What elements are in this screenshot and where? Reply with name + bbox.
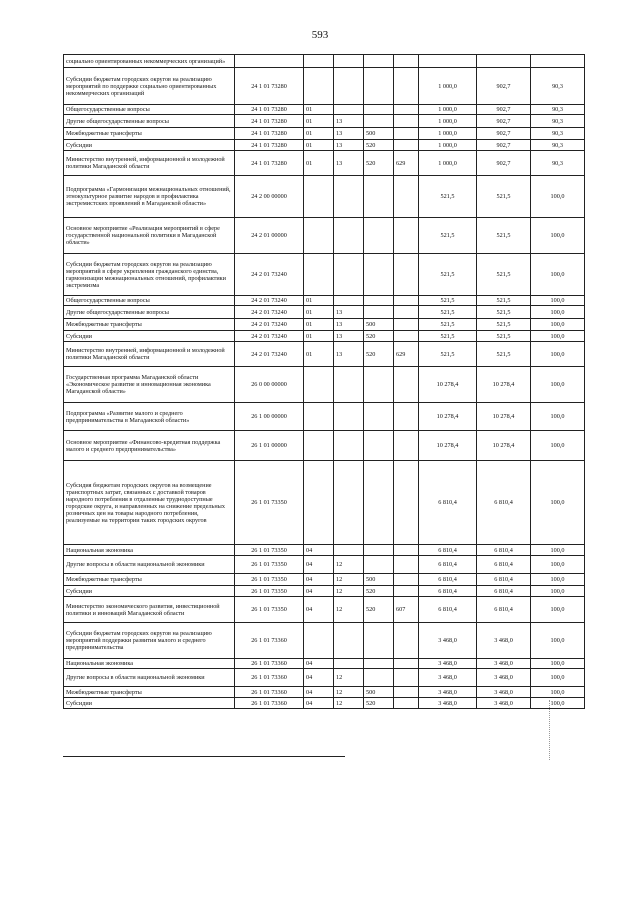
target-code: 26 1 01 73350 <box>235 556 304 574</box>
table-row <box>64 623 585 659</box>
execution-percent: 100,0 <box>531 687 585 698</box>
administrator-code <box>394 115 419 128</box>
target-code: 26 1 01 00000 <box>235 431 304 461</box>
item-name: Основное мероприятие «Реализация мероприятий в сфере государственной национальной политики в Магаданской области» <box>64 218 235 254</box>
section-code <box>304 55 334 68</box>
expense-type-code <box>364 403 394 431</box>
administrator-code <box>394 254 419 296</box>
target-code: 26 1 01 73350 <box>235 574 304 586</box>
table-row <box>64 545 585 556</box>
execution-percent: 100,0 <box>531 342 585 367</box>
planned-amount: 1 000,0 <box>419 140 477 151</box>
execution-percent: 100,0 <box>531 586 585 597</box>
actual-amount: 6 810,4 <box>477 574 531 586</box>
planned-amount: 6 810,4 <box>419 574 477 586</box>
table-row <box>64 669 585 687</box>
execution-percent: 100,0 <box>531 545 585 556</box>
table-row <box>64 151 585 176</box>
target-code: 24 2 01 00000 <box>235 218 304 254</box>
expense-type-code <box>364 55 394 68</box>
planned-amount: 3 468,0 <box>419 659 477 669</box>
target-code: 24 2 01 73240 <box>235 296 304 306</box>
section-code: 01 <box>304 105 334 115</box>
target-code: 26 1 01 73360 <box>235 687 304 698</box>
expense-type-code <box>364 218 394 254</box>
target-code: 24 2 01 73240 <box>235 319 304 331</box>
subsection-code: 12 <box>334 669 364 687</box>
expense-type-code <box>364 461 394 545</box>
section-code: 01 <box>304 331 334 342</box>
actual-amount: 10 278,4 <box>477 367 531 403</box>
subsection-code <box>334 105 364 115</box>
planned-amount: 3 468,0 <box>419 669 477 687</box>
execution-percent: 100,0 <box>531 254 585 296</box>
item-name: Общегосударственные вопросы <box>64 296 235 306</box>
table-row <box>64 105 585 115</box>
execution-percent: 100,0 <box>531 556 585 574</box>
item-name: Субсидии <box>64 698 235 709</box>
section-code: 04 <box>304 574 334 586</box>
execution-percent: 100,0 <box>531 431 585 461</box>
section-code <box>304 254 334 296</box>
actual-amount: 521,5 <box>477 319 531 331</box>
target-code: 26 0 00 00000 <box>235 367 304 403</box>
item-name: Субсидии бюджетам городских округов на реализацию мероприятий по поддержке социально ориентированных некоммерческих организаций <box>64 68 235 105</box>
item-name: Национальная экономика <box>64 545 235 556</box>
actual-amount: 902,7 <box>477 151 531 176</box>
expense-type-code <box>364 68 394 105</box>
section-code: 04 <box>304 687 334 698</box>
planned-amount: 1 000,0 <box>419 151 477 176</box>
execution-percent: 100,0 <box>531 659 585 669</box>
target-code: 24 1 01 73280 <box>235 115 304 128</box>
table-row <box>64 659 585 669</box>
table-row <box>64 306 585 319</box>
execution-percent: 90,3 <box>531 151 585 176</box>
actual-amount: 6 810,4 <box>477 545 531 556</box>
table-row <box>64 597 585 623</box>
item-name: Основное мероприятие «Финансово-кредитная поддержка малого и среднего предпринимательства» <box>64 431 235 461</box>
planned-amount: 521,5 <box>419 331 477 342</box>
administrator-code <box>394 545 419 556</box>
execution-percent: 100,0 <box>531 461 585 545</box>
target-code: 24 2 01 73240 <box>235 342 304 367</box>
subsection-code <box>334 68 364 105</box>
planned-amount: 521,5 <box>419 218 477 254</box>
subsection-code: 13 <box>334 342 364 367</box>
execution-percent: 100,0 <box>531 367 585 403</box>
table-row <box>64 403 585 431</box>
table-row <box>64 218 585 254</box>
item-name: Другие общегосударственные вопросы <box>64 306 235 319</box>
planned-amount: 521,5 <box>419 319 477 331</box>
item-name: Другие вопросы в области национальной экономики <box>64 669 235 687</box>
target-code: 24 1 01 73280 <box>235 128 304 140</box>
item-name: Субсидия бюджетам городских округов на возмещение транспортных затрат, связанных с доставкой товаров народного потребления в отдаленные труднодоступные городские округа, и направленных на снижение предельных розничных цен на товары народного потребления, реализуемые на территории таких городских округов <box>64 461 235 545</box>
planned-amount: 10 278,4 <box>419 403 477 431</box>
expense-type-code <box>364 659 394 669</box>
expense-type-code: 500 <box>364 687 394 698</box>
expense-type-code <box>364 306 394 319</box>
administrator-code: 607 <box>394 597 419 623</box>
table-row <box>64 176 585 218</box>
section-code: 04 <box>304 586 334 597</box>
planned-amount: 3 468,0 <box>419 623 477 659</box>
actual-amount: 3 468,0 <box>477 659 531 669</box>
target-code: 24 2 01 73240 <box>235 306 304 319</box>
section-code: 04 <box>304 698 334 709</box>
subsection-code <box>334 254 364 296</box>
execution-percent: 100,0 <box>531 176 585 218</box>
section-code <box>304 461 334 545</box>
administrator-code: 629 <box>394 342 419 367</box>
subsection-code: 12 <box>334 687 364 698</box>
actual-amount: 902,7 <box>477 140 531 151</box>
subsection-code <box>334 431 364 461</box>
planned-amount: 3 468,0 <box>419 687 477 698</box>
section-code <box>304 431 334 461</box>
subsection-code <box>334 176 364 218</box>
expense-type-code: 520 <box>364 151 394 176</box>
table-row <box>64 128 585 140</box>
target-code: 26 1 01 73360 <box>235 623 304 659</box>
administrator-code <box>394 698 419 709</box>
item-name: социально ориентированных некоммерческих организаций» <box>64 55 235 68</box>
table-row <box>64 68 585 105</box>
administrator-code <box>394 68 419 105</box>
planned-amount: 10 278,4 <box>419 367 477 403</box>
target-code: 24 1 01 73280 <box>235 68 304 105</box>
subsection-code <box>334 659 364 669</box>
expense-type-code: 520 <box>364 586 394 597</box>
expense-type-code: 500 <box>364 319 394 331</box>
table-row <box>64 574 585 586</box>
execution-percent: 100,0 <box>531 319 585 331</box>
section-code: 01 <box>304 296 334 306</box>
item-name: Субсидии <box>64 586 235 597</box>
actual-amount: 10 278,4 <box>477 431 531 461</box>
expense-type-code <box>364 296 394 306</box>
target-code: 24 1 01 73280 <box>235 151 304 176</box>
item-name: Подпрограмма «Гармонизация межнациональных отношений, этнокультурное развитие народов и профилактика экстремистских проявлений в Магаданской области» <box>64 176 235 218</box>
expense-type-code <box>364 105 394 115</box>
subsection-code <box>334 218 364 254</box>
administrator-code <box>394 319 419 331</box>
actual-amount: 521,5 <box>477 176 531 218</box>
item-name: Общегосударственные вопросы <box>64 105 235 115</box>
subsection-code: 13 <box>334 140 364 151</box>
section-code <box>304 403 334 431</box>
item-name: Межбюджетные трансферты <box>64 319 235 331</box>
execution-percent <box>531 55 585 68</box>
planned-amount: 10 278,4 <box>419 431 477 461</box>
target-code: 24 2 00 00000 <box>235 176 304 218</box>
actual-amount: 6 810,4 <box>477 556 531 574</box>
expense-type-code <box>364 115 394 128</box>
actual-amount: 3 468,0 <box>477 698 531 709</box>
execution-percent: 90,3 <box>531 115 585 128</box>
administrator-code <box>394 306 419 319</box>
actual-amount: 10 278,4 <box>477 403 531 431</box>
execution-percent: 90,3 <box>531 128 585 140</box>
subsection-code: 13 <box>334 151 364 176</box>
target-code: 26 1 00 00000 <box>235 403 304 431</box>
planned-amount: 521,5 <box>419 176 477 218</box>
target-code: 24 2 01 73240 <box>235 254 304 296</box>
administrator-code <box>394 669 419 687</box>
target-code: 24 1 01 73280 <box>235 140 304 151</box>
section-code <box>304 68 334 105</box>
expense-type-code <box>364 254 394 296</box>
expense-type-code <box>364 545 394 556</box>
actual-amount: 902,7 <box>477 128 531 140</box>
budget-table-body <box>64 55 585 709</box>
footnote-separator <box>63 756 345 757</box>
administrator-code <box>394 176 419 218</box>
planned-amount <box>419 55 477 68</box>
section-code <box>304 367 334 403</box>
section-code <box>304 176 334 218</box>
target-code <box>235 55 304 68</box>
administrator-code: 629 <box>394 151 419 176</box>
subsection-code: 12 <box>334 586 364 597</box>
expense-type-code: 500 <box>364 574 394 586</box>
expense-type-code <box>364 367 394 403</box>
planned-amount: 1 000,0 <box>419 128 477 140</box>
item-name: Министерство внутренней, информационной и молодежной политики Магаданской области <box>64 151 235 176</box>
execution-percent: 90,3 <box>531 68 585 105</box>
subsection-code <box>334 367 364 403</box>
table-row <box>64 319 585 331</box>
section-code: 04 <box>304 659 334 669</box>
actual-amount: 3 468,0 <box>477 623 531 659</box>
table-row <box>64 55 585 68</box>
table-row <box>64 461 585 545</box>
administrator-code <box>394 461 419 545</box>
page-number: 593 <box>311 29 329 41</box>
expense-type-code: 520 <box>364 342 394 367</box>
planned-amount: 521,5 <box>419 296 477 306</box>
subsection-code <box>334 55 364 68</box>
actual-amount: 521,5 <box>477 218 531 254</box>
administrator-code <box>394 403 419 431</box>
execution-percent: 100,0 <box>531 306 585 319</box>
item-name: Межбюджетные трансферты <box>64 574 235 586</box>
expense-type-code: 500 <box>364 128 394 140</box>
expense-type-code: 520 <box>364 331 394 342</box>
execution-percent: 100,0 <box>531 698 585 709</box>
target-code: 26 1 01 73360 <box>235 669 304 687</box>
item-name: Межбюджетные трансферты <box>64 128 235 140</box>
subsection-code: 12 <box>334 574 364 586</box>
section-code: 01 <box>304 128 334 140</box>
expense-type-code <box>364 431 394 461</box>
planned-amount: 6 810,4 <box>419 586 477 597</box>
actual-amount: 6 810,4 <box>477 597 531 623</box>
section-code: 01 <box>304 151 334 176</box>
planned-amount: 6 810,4 <box>419 461 477 545</box>
target-code: 26 1 01 73360 <box>235 698 304 709</box>
actual-amount <box>477 55 531 68</box>
table-row <box>64 431 585 461</box>
item-name: Субсидии <box>64 140 235 151</box>
target-code: 26 1 01 73360 <box>235 659 304 669</box>
item-name: Субсидии <box>64 331 235 342</box>
administrator-code <box>394 55 419 68</box>
table-row <box>64 296 585 306</box>
table-row <box>64 367 585 403</box>
execution-percent: 100,0 <box>531 623 585 659</box>
administrator-code <box>394 218 419 254</box>
administrator-code <box>394 659 419 669</box>
section-code <box>304 623 334 659</box>
execution-percent: 100,0 <box>531 597 585 623</box>
target-code: 26 1 01 73350 <box>235 545 304 556</box>
table-row <box>64 140 585 151</box>
administrator-code <box>394 296 419 306</box>
planned-amount: 6 810,4 <box>419 556 477 574</box>
section-code: 01 <box>304 319 334 331</box>
execution-percent: 100,0 <box>531 296 585 306</box>
execution-percent: 90,3 <box>531 140 585 151</box>
actual-amount: 3 468,0 <box>477 669 531 687</box>
actual-amount: 521,5 <box>477 306 531 319</box>
administrator-code <box>394 331 419 342</box>
target-code: 26 1 01 73350 <box>235 597 304 623</box>
expense-type-code: 520 <box>364 140 394 151</box>
budget-table <box>63 54 585 709</box>
table-row <box>64 342 585 367</box>
execution-percent: 100,0 <box>531 669 585 687</box>
subsection-code: 13 <box>334 115 364 128</box>
planned-amount: 521,5 <box>419 342 477 367</box>
actual-amount: 902,7 <box>477 105 531 115</box>
item-name: Министерство внутренней, информационной и молодежной политики Магаданской области <box>64 342 235 367</box>
item-name: Межбюджетные трансферты <box>64 687 235 698</box>
subsection-code <box>334 296 364 306</box>
administrator-code <box>394 105 419 115</box>
execution-percent: 100,0 <box>531 218 585 254</box>
expense-type-code <box>364 623 394 659</box>
item-name: Государственная программа Магаданской области «Экономическое развитие и инновационная экономика Магаданской области» <box>64 367 235 403</box>
actual-amount: 521,5 <box>477 296 531 306</box>
section-code: 04 <box>304 669 334 687</box>
table-row <box>64 115 585 128</box>
section-code: 01 <box>304 342 334 367</box>
actual-amount: 521,5 <box>477 254 531 296</box>
planned-amount: 6 810,4 <box>419 597 477 623</box>
subsection-code: 12 <box>334 597 364 623</box>
item-name: Другие вопросы в области национальной экономики <box>64 556 235 574</box>
table-row <box>64 698 585 709</box>
section-code: 01 <box>304 306 334 319</box>
section-code: 04 <box>304 556 334 574</box>
item-name: Другие общегосударственные вопросы <box>64 115 235 128</box>
table-row <box>64 331 585 342</box>
actual-amount: 902,7 <box>477 115 531 128</box>
actual-amount: 902,7 <box>477 68 531 105</box>
administrator-code <box>394 623 419 659</box>
administrator-code <box>394 367 419 403</box>
planned-amount: 1 000,0 <box>419 115 477 128</box>
item-name: Министерство экономического развития, инвестиционной политики и инноваций Магаданской области <box>64 597 235 623</box>
table-row <box>64 556 585 574</box>
expense-type-code: 520 <box>364 698 394 709</box>
item-name: Субсидии бюджетам городских округов на реализацию мероприятий поддержки развития малого и среднего предпринимательства <box>64 623 235 659</box>
administrator-code <box>394 431 419 461</box>
subsection-code: 13 <box>334 319 364 331</box>
administrator-code <box>394 556 419 574</box>
execution-percent: 100,0 <box>531 331 585 342</box>
administrator-code <box>394 128 419 140</box>
administrator-code <box>394 586 419 597</box>
section-code <box>304 218 334 254</box>
subsection-code: 12 <box>334 556 364 574</box>
subsection-code: 13 <box>334 128 364 140</box>
subsection-code: 13 <box>334 306 364 319</box>
planned-amount: 521,5 <box>419 254 477 296</box>
actual-amount: 521,5 <box>477 331 531 342</box>
item-name: Подпрограмма «Развитие малого и среднего предпринимательства в Магаданской области» <box>64 403 235 431</box>
actual-amount: 6 810,4 <box>477 461 531 545</box>
actual-amount: 6 810,4 <box>477 586 531 597</box>
margin-dotted-line <box>549 700 550 760</box>
target-code: 24 1 01 73280 <box>235 105 304 115</box>
execution-percent: 100,0 <box>531 574 585 586</box>
expense-type-code <box>364 176 394 218</box>
administrator-code <box>394 140 419 151</box>
table-row <box>64 586 585 597</box>
expense-type-code <box>364 669 394 687</box>
planned-amount: 521,5 <box>419 306 477 319</box>
table-row <box>64 687 585 698</box>
execution-percent: 100,0 <box>531 403 585 431</box>
expense-type-code <box>364 556 394 574</box>
subsection-code <box>334 403 364 431</box>
administrator-code <box>394 574 419 586</box>
actual-amount: 3 468,0 <box>477 687 531 698</box>
planned-amount: 1 000,0 <box>419 105 477 115</box>
target-code: 24 2 01 73240 <box>235 331 304 342</box>
subsection-code <box>334 623 364 659</box>
subsection-code: 13 <box>334 331 364 342</box>
target-code: 26 1 01 73350 <box>235 461 304 545</box>
subsection-code <box>334 545 364 556</box>
subsection-code: 12 <box>334 698 364 709</box>
planned-amount: 1 000,0 <box>419 68 477 105</box>
execution-percent: 90,3 <box>531 105 585 115</box>
table-row <box>64 254 585 296</box>
expense-type-code: 520 <box>364 597 394 623</box>
section-code: 01 <box>304 140 334 151</box>
item-name: Субсидии бюджетам городских округов на реализацию мероприятий в сфере укрепления гражданского единства, гармонизации межнациональных отношений, профилактики экстремизма <box>64 254 235 296</box>
actual-amount: 521,5 <box>477 342 531 367</box>
planned-amount: 6 810,4 <box>419 545 477 556</box>
planned-amount: 3 468,0 <box>419 698 477 709</box>
subsection-code <box>334 461 364 545</box>
administrator-code <box>394 687 419 698</box>
target-code: 26 1 01 73350 <box>235 586 304 597</box>
section-code: 01 <box>304 115 334 128</box>
section-code: 04 <box>304 597 334 623</box>
section-code: 04 <box>304 545 334 556</box>
item-name: Национальная экономика <box>64 659 235 669</box>
